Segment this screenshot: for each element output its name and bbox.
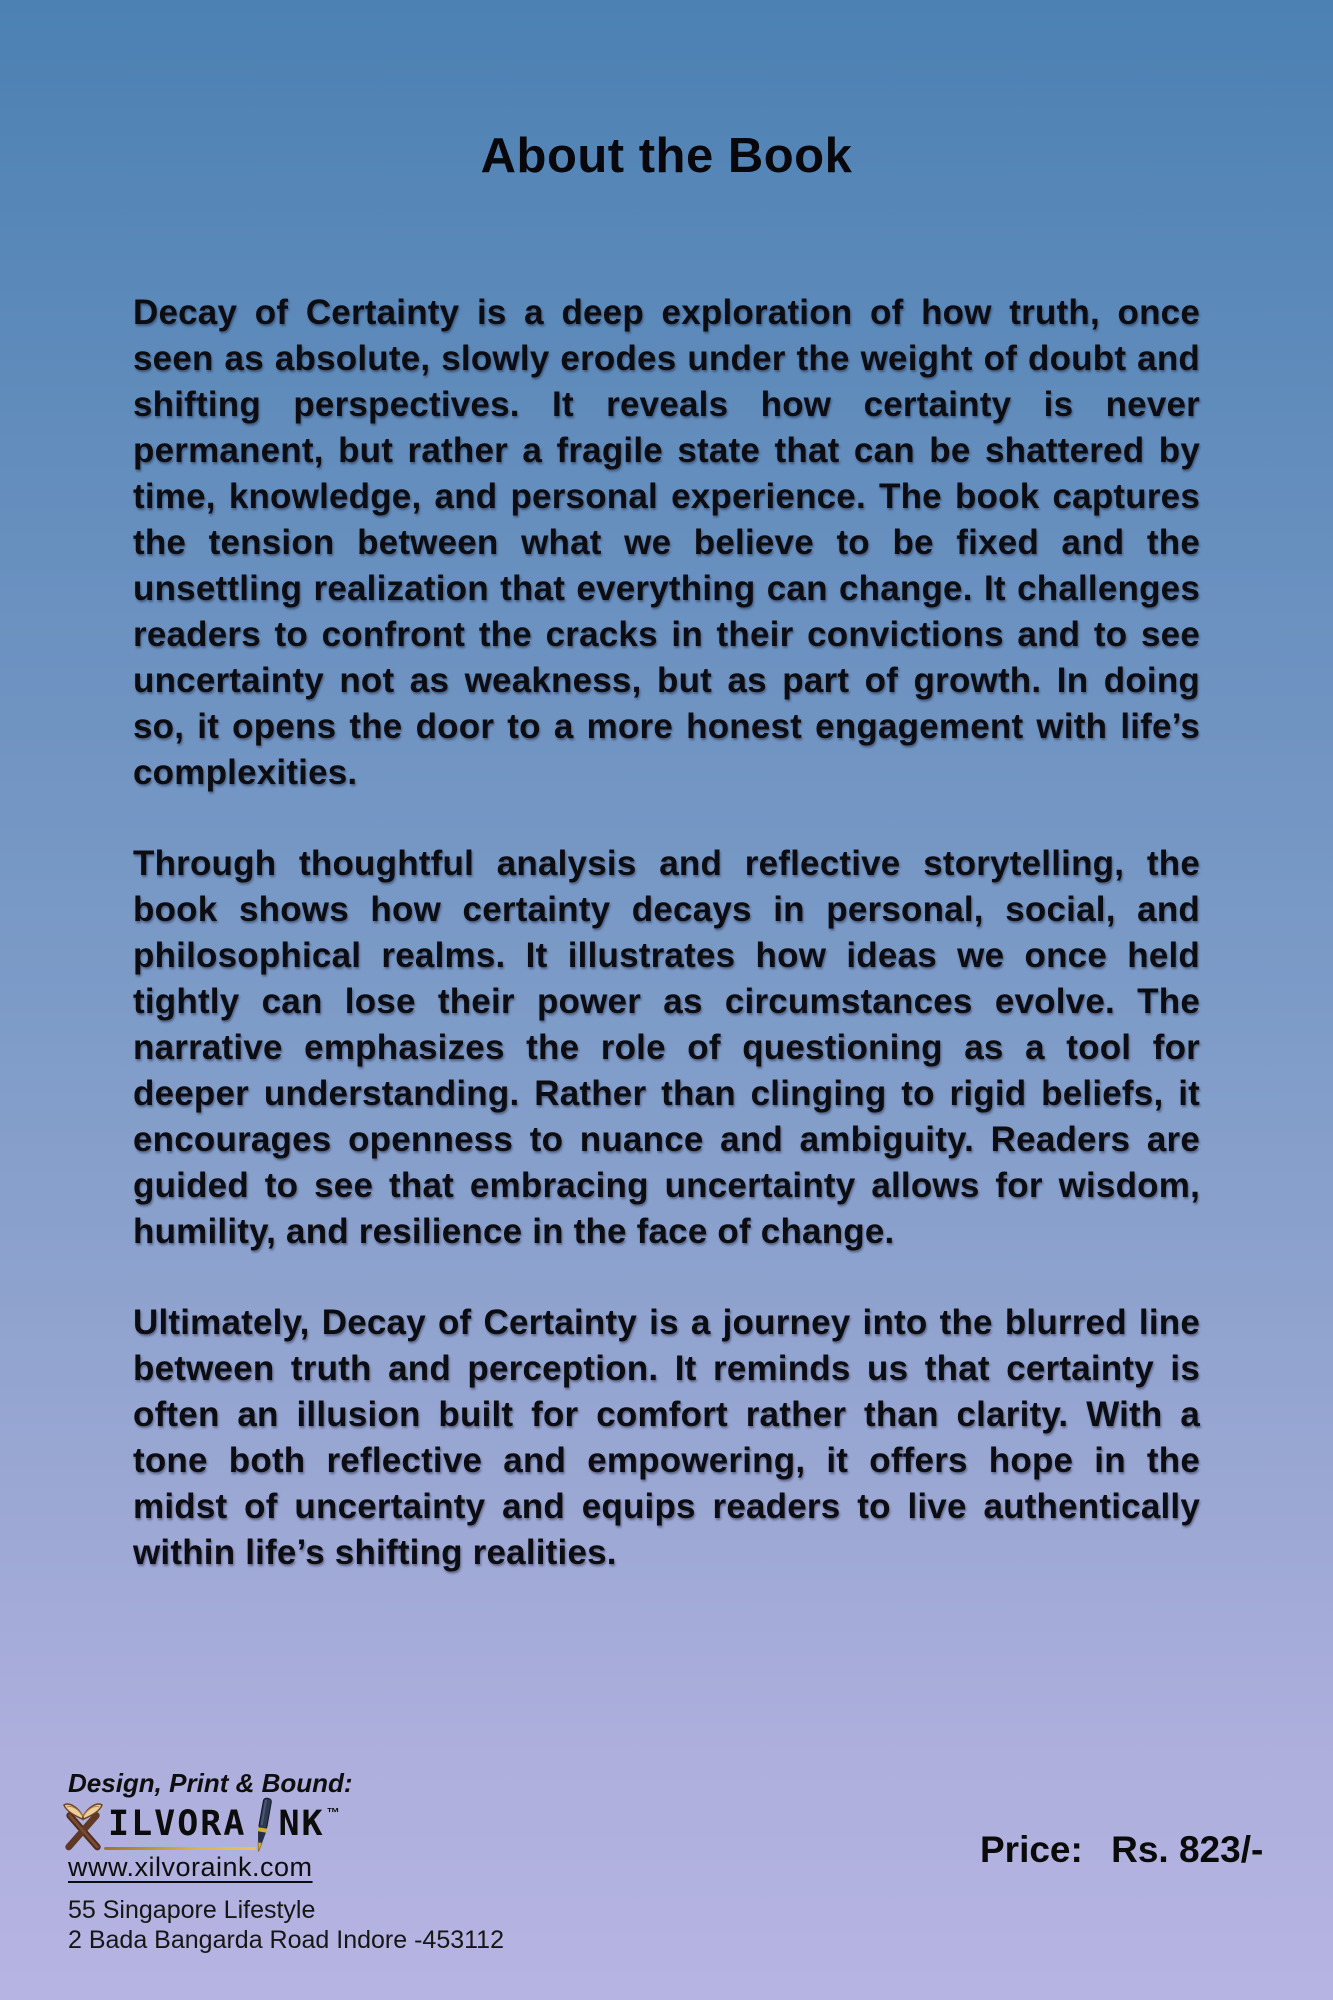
price	[980, 1829, 1263, 1871]
publisher-address-line1: 55 Singapore Lifestyle	[68, 1896, 316, 1924]
logo-word-nk: NK	[278, 1804, 325, 1844]
publisher-website-link[interactable]: www.xilvoraink.com	[68, 1852, 313, 1882]
about-paragraph-1: Decay of Certainty is a deep exploration of how truth, once seen as absolute, slowly erodes under the weight of doubt and shifting perspectives. It reveals how certainty is never permanent, but rather a fragile state that can be shattered by time, knowledge, and personal experience. The book captures the tension between what we believe to be fixed and the unsettling realization that everything can change. It challenges readers to confront the cracks in their convictions and to see uncertainty not as weakness, but as part of growth. In doing so, it opens the door to a more honest engagement with life’s complexities.	[133, 293, 1200, 792]
logo-word-ilvora: ILVORA	[108, 1804, 247, 1844]
about-paragraph-3: Ultimately, Decay of Certainty is a journey into the blurred line between truth and perception. It reminds us that certainty is often an illusion built for comfort rather than clarity. With a tone both reflective and empowering, it offers hope in the midst of uncertainty and equips readers to live authentically within life’s shifting realities.	[133, 1303, 1200, 1572]
page-title: About the Book	[480, 129, 853, 183]
trademark-symbol: ™	[326, 1805, 340, 1820]
price-label: Price:	[980, 1829, 1083, 1870]
open-book-x-icon	[62, 1801, 104, 1856]
about-paragraph-2: Through thoughtful analysis and reflective storytelling, the book shows how certainty decays in personal, social, and philosophical realms. It illustrates how ideas we once held tightly can lose their power as circumstances evolve. The narrative emphasizes the role of questioning as a tool for deeper understanding. Rather than clinging to rigid beliefs, it encourages openness to nuance and ambiguity. Readers are guided to see that embracing uncertainty allows for wisdom, humility, and resilience in the face of change.	[133, 844, 1200, 1251]
about-text-block	[133, 290, 1200, 1621]
fountain-pen-icon	[250, 1797, 276, 1860]
logo-gold-underline	[104, 1847, 256, 1850]
publisher-logo	[62, 1801, 340, 1855]
publisher-address-line2: 2 Bada Bangarda Road Indore -453112	[68, 1926, 504, 1954]
design-print-bound-label: Design, Print & Bound:	[68, 1768, 353, 1798]
price-value: Rs. 823/-	[1111, 1829, 1264, 1870]
